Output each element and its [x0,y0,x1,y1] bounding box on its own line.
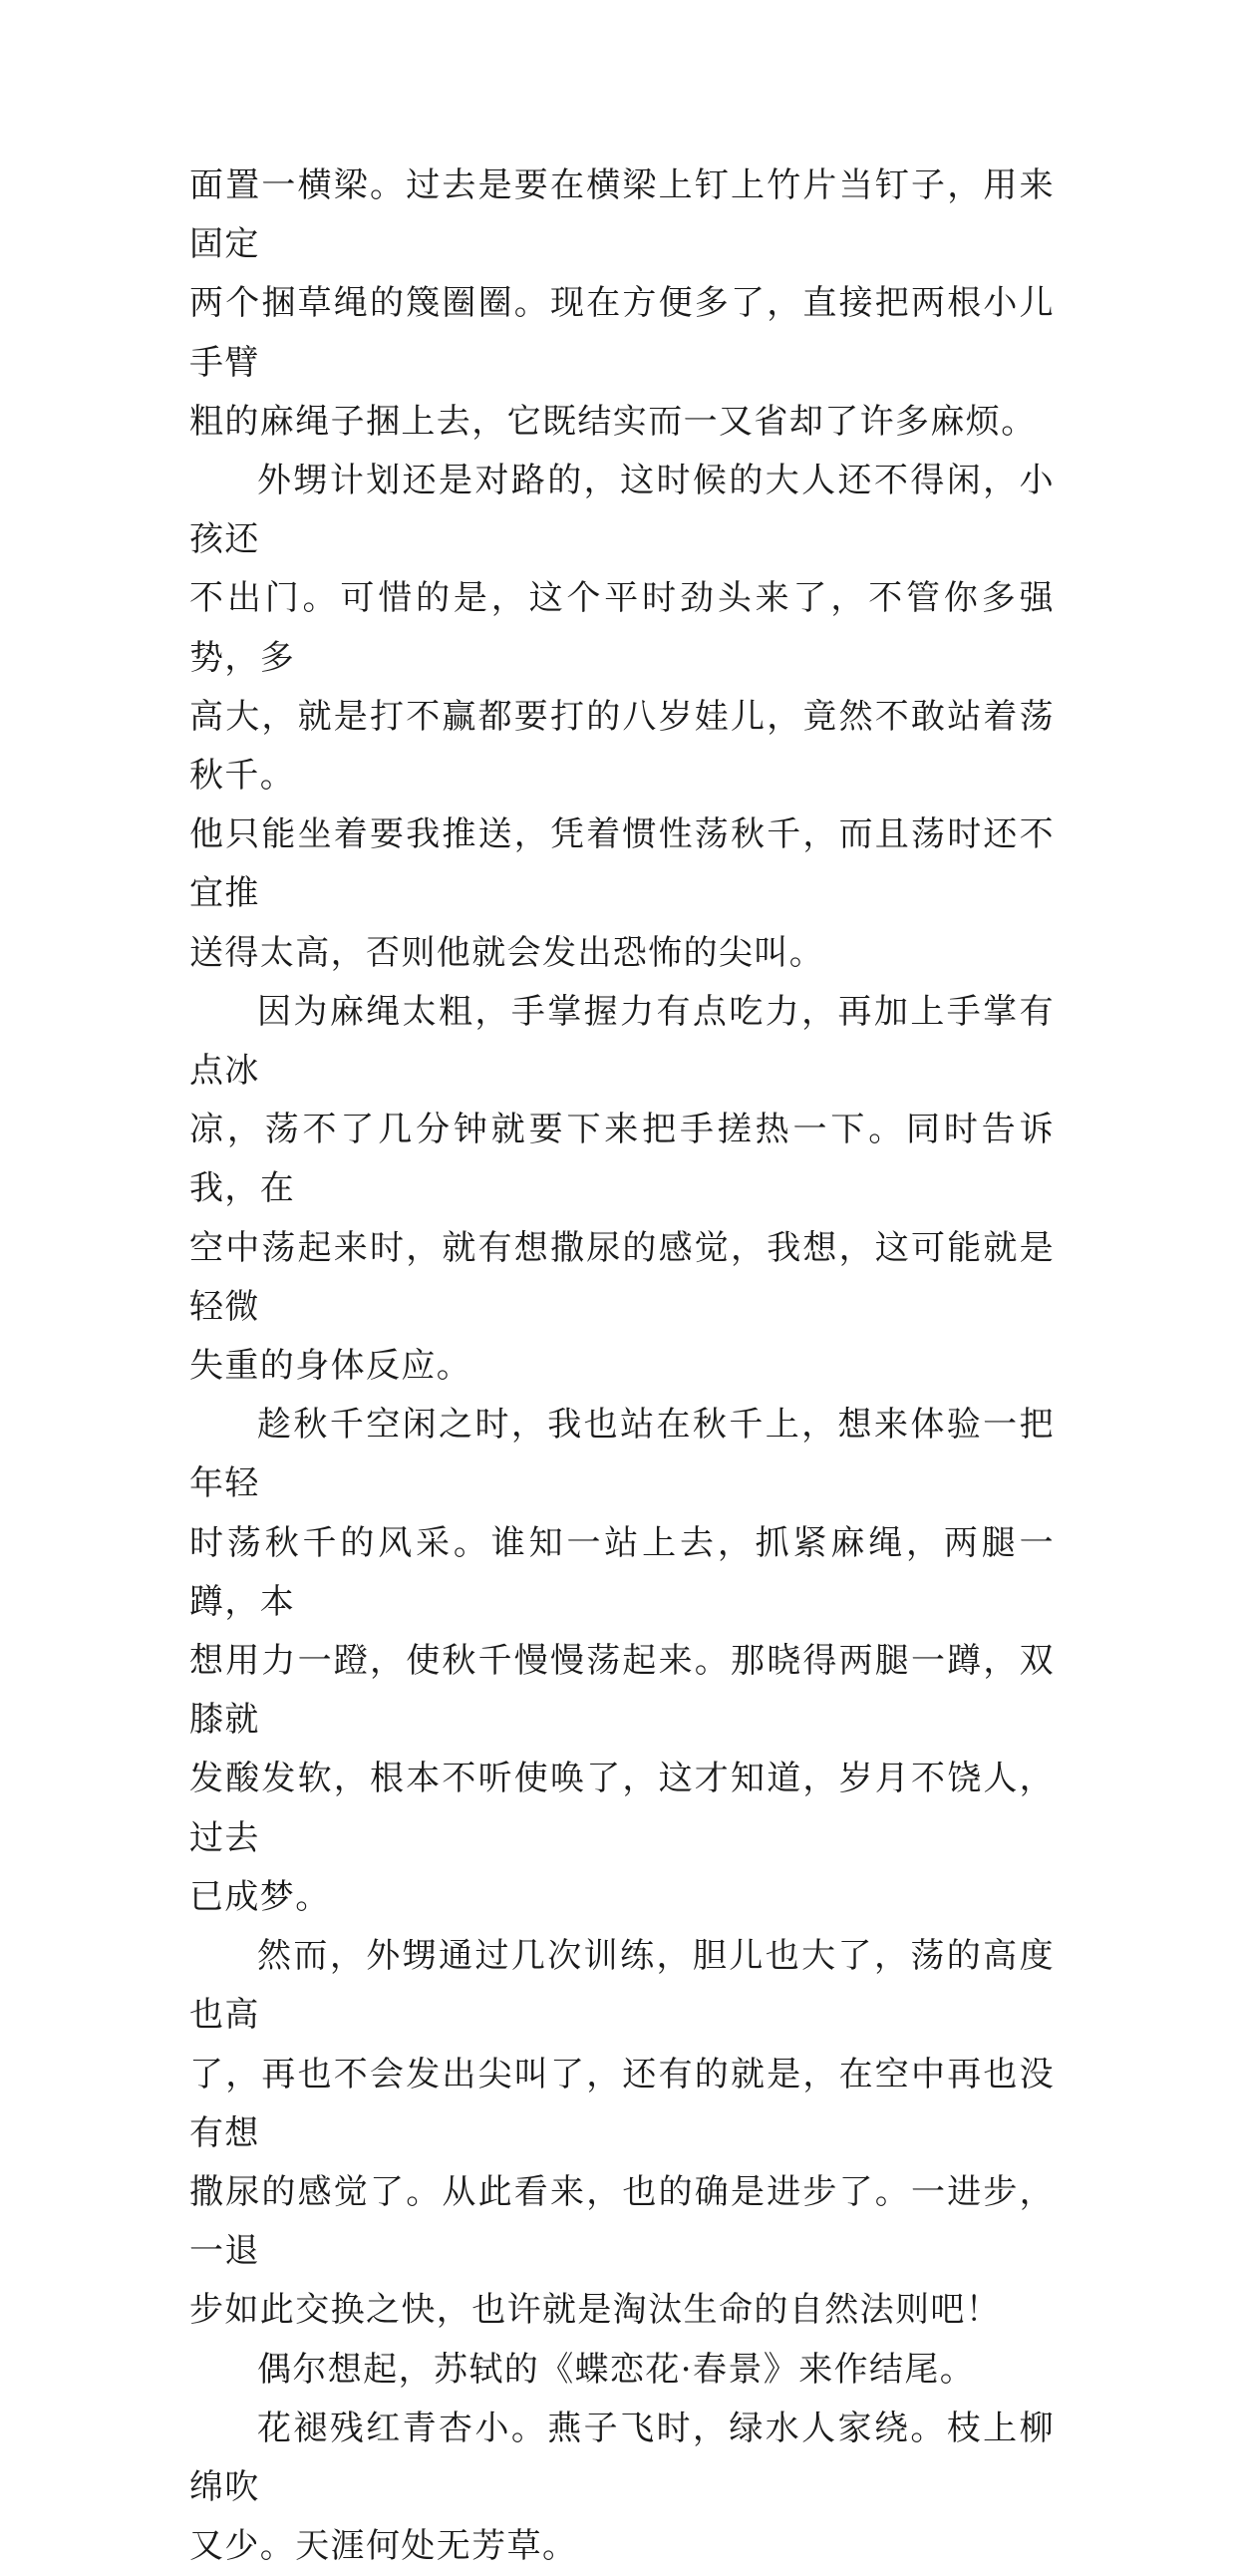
text-line: 步如此交换之快，也许就是淘汰生命的自然法则吧！ [189,2290,1002,2331]
text-line: 凉，荡不了几分钟就要下来把手搓热一下。同时告诉我，在 [189,1110,1055,1209]
text-line: 撒尿的感觉了。从此看来，也的确是进步了。一进步，一退 [189,2171,1055,2272]
text-line: 已成梦。 [189,1876,331,1917]
text-line: 面置一横梁。过去是要在横梁上钉上竹片当钉子，用来固定 [189,165,1055,265]
text-line: 想用力一蹬，使秋千慢慢荡起来。那晓得两腿一蹲，双膝就 [189,1641,1055,1741]
text-line: 发酸发软，根本不听使唤了，这才知道，岁月不饶人，过去 [189,1759,1055,1858]
text-line: 趁秋千空闲之时，我也站在秋千上，想来体验一把年轻 [189,1405,1055,1504]
paragraph-7-poem [189,2400,1055,2576]
text-line: 不出门。可惜的是，这个平时劲头来了，不管你多强势，多 [189,578,1055,678]
text-line: 偶尔想起，苏轼的《蝶恋花·春景》来作结尾。 [257,2349,976,2390]
text-line: 失重的身体反应。 [189,1346,472,1387]
paragraph-5 [189,1927,1055,2340]
text-line: 因为麻绳太粗，手掌握力有点吃力，再加上手掌有点冰 [189,991,1055,1092]
text-line: 时荡秋千的风采。谁知一站上去，抓紧麻绳，两腿一蹲，本 [189,1522,1055,1622]
paragraph-1 [189,157,1055,452]
text-line: 了，再也不会发出尖叫了，还有的就是，在空中再也没有想 [189,2054,1055,2153]
text-line: 粗的麻绳子捆上去，它既结实而一又省却了许多麻烦。 [189,401,1037,442]
text-line: 花褪残红青杏小。燕子飞时，绿水人家绕。枝上柳绵吹 [189,2408,1055,2507]
paragraph-2 [189,452,1055,983]
text-line: 空中荡起来时，就有想撒尿的感觉，我想，这可能就是轻微 [189,1227,1055,1327]
paragraph-4 [189,1396,1055,1927]
text-line: 然而，外甥通过几次训练，胆儿也大了，荡的高度也高 [189,1936,1055,2036]
body-text [189,157,1055,2576]
paragraph-3 [189,983,1055,1396]
text-line: 又少。天涯何处无芳草。 [189,2526,578,2567]
text-line: 送得太高，否则他就会发出恐怖的尖叫。 [189,932,825,973]
paragraph-6 [189,2341,1055,2400]
text-line: 他只能坐着要我推送，凭着惯性荡秋千，而且荡时还不宜推 [189,814,1055,914]
text-line: 外甥计划还是对路的，这时候的大人还不得闲，小孩还 [189,461,1055,560]
text-line: 两个捆草绳的篾圈圈。现在方便多了，直接把两根小儿手臂 [189,283,1055,383]
text-line: 高大，就是打不赢都要打的八岁娃儿，竟然不敢站着荡秋千。 [189,696,1055,797]
